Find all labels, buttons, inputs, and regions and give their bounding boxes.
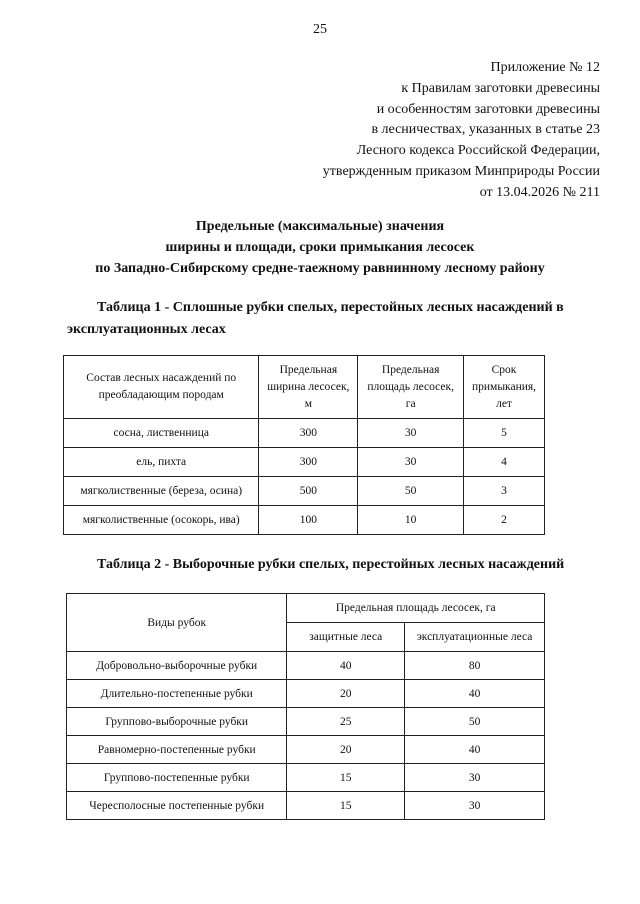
table2-caption: Таблица 2 - Выборочные рубки спелых, перестойных лесных насаждений bbox=[97, 557, 565, 572]
appendix-line: Лесного кодекса Российской Федерации, bbox=[356, 143, 600, 159]
table-header-cell: Виды рубок bbox=[67, 594, 287, 652]
table-cell: 2 bbox=[464, 506, 545, 535]
table-cell: 50 bbox=[358, 477, 464, 506]
table-cell: 300 bbox=[259, 419, 358, 448]
table-cell: 10 bbox=[358, 506, 464, 535]
table-header-cell: защитные леса bbox=[287, 623, 405, 652]
table-header-row bbox=[67, 594, 545, 623]
appendix-line: утвержденным приказом Минприроды России bbox=[322, 163, 600, 179]
table-header-cell: эксплуатационные леса bbox=[405, 623, 545, 652]
page-number: 25 bbox=[313, 22, 327, 37]
table-row bbox=[67, 764, 545, 792]
table-cell: Группово-постепенные рубки bbox=[67, 764, 287, 792]
table-cell: 20 bbox=[287, 680, 405, 708]
table-cell: 5 bbox=[464, 419, 545, 448]
table-cell: Группово-выборочные рубки bbox=[67, 708, 287, 736]
table-row bbox=[67, 736, 545, 764]
table-row bbox=[67, 652, 545, 680]
table-row bbox=[67, 680, 545, 708]
table-cell: 20 bbox=[287, 736, 405, 764]
appendix-block bbox=[323, 58, 600, 204]
table-header-cell: Срок примыкания, лет bbox=[464, 356, 545, 419]
table-cell: 100 bbox=[259, 506, 358, 535]
table-cell: 30 bbox=[358, 448, 464, 477]
table-row bbox=[64, 477, 545, 506]
table-cell: Равномерно-постепенные рубки bbox=[67, 736, 287, 764]
heading-line: по Западно-Сибирскому средне-таежному равнинному лесному району bbox=[95, 261, 545, 276]
table-cell: 30 bbox=[405, 764, 545, 792]
appendix-line: и особенностям заготовки древесины bbox=[376, 101, 600, 117]
table-cell: мягколиственные (осокорь, ива) bbox=[64, 506, 259, 535]
table-row bbox=[64, 506, 545, 535]
table-cell: 80 bbox=[405, 652, 545, 680]
table-cell: Добровольно-выборочные рубки bbox=[67, 652, 287, 680]
table-cell: 300 bbox=[259, 448, 358, 477]
table1-caption: Таблица 1 - Сплошные рубки спелых, перестойных лесных насаждений в эксплуатационных лесах bbox=[67, 300, 564, 337]
table-cell: 30 bbox=[405, 792, 545, 820]
table-cell: 50 bbox=[405, 708, 545, 736]
table-row bbox=[64, 448, 545, 477]
table-cell: Чересполосные постепенные рубки bbox=[67, 792, 287, 820]
document-heading bbox=[40, 216, 600, 279]
table-cell: 3 bbox=[464, 477, 545, 506]
table-cell: мягколиственные (береза, осина) bbox=[64, 477, 259, 506]
table-cell: 40 bbox=[405, 736, 545, 764]
appendix-line: Приложение № 12 bbox=[490, 60, 600, 75]
table-cell: 25 bbox=[287, 708, 405, 736]
table-cell: Длительно-постепенные рубки bbox=[67, 680, 287, 708]
heading-line: Предельные (максимальные) значения bbox=[195, 219, 445, 234]
table-cell: 4 bbox=[464, 448, 545, 477]
table2 bbox=[66, 593, 545, 820]
table-row bbox=[67, 792, 545, 820]
table-header-cell: Предельная площадь лесосек, га bbox=[287, 594, 545, 623]
table-cell: ель, пихта bbox=[64, 448, 259, 477]
table-cell: сосна, лиственница bbox=[64, 419, 259, 448]
table-cell: 40 bbox=[405, 680, 545, 708]
table-cell: 500 bbox=[259, 477, 358, 506]
table-header-row bbox=[64, 356, 545, 419]
table-cell: 15 bbox=[287, 764, 405, 792]
heading-line: ширины и площади, сроки примыкания лесосек bbox=[165, 240, 475, 255]
table-header-cell: Предельная площадь лесосек, га bbox=[358, 356, 464, 419]
appendix-line: в лесничествах, указанных в статье 23 bbox=[371, 122, 600, 138]
table-row bbox=[67, 708, 545, 736]
table-header-cell: Предельная ширина лесосек, м bbox=[259, 356, 358, 419]
table-cell: 40 bbox=[287, 652, 405, 680]
table-row bbox=[64, 419, 545, 448]
table1 bbox=[63, 355, 545, 535]
table-header-cell: Состав лесных насаждений по преобладающим породам bbox=[64, 356, 259, 419]
table-cell: 30 bbox=[358, 419, 464, 448]
appendix-line: к Правилам заготовки древесины bbox=[401, 80, 600, 96]
table-cell: 15 bbox=[287, 792, 405, 820]
appendix-line: от 13.04.2026 № 211 bbox=[479, 184, 600, 200]
